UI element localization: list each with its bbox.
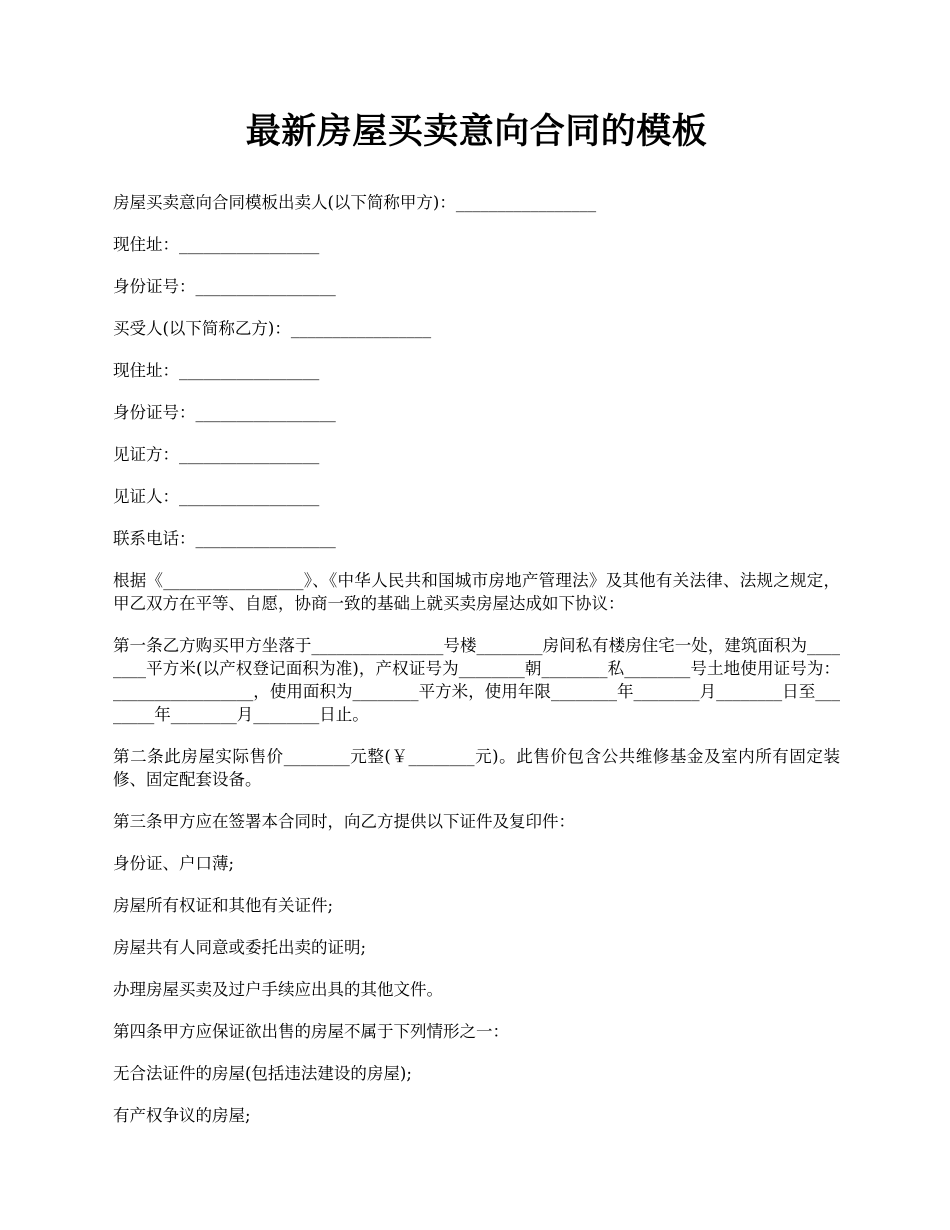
document-title: 最新房屋买卖意向合同的模板: [245, 111, 708, 152]
witness-party-line: 见证方：_________________: [113, 445, 320, 465]
article-one-paragraph: 第一条乙方购买甲方坐落于________________号楼________房间私有楼房住宅一处，建筑面积为________平方米(以产权登记面积为准)，产权证号为________朝________私________号土地使用证号为：_________________，使用面积为________平方米，使用年限________年________月________日至________年________月________日止。: [113, 636, 840, 725]
seller-id-line: 身份证号：_________________: [113, 277, 336, 297]
buyer-line: 买受人(以下简称乙方)：_________________: [113, 319, 432, 339]
buyer-id-line: 身份证号：_________________: [113, 403, 336, 423]
document-page: [113, 112, 840, 1146]
witness-person-line: 见证人：_________________: [113, 487, 320, 507]
list-item: 房屋共有人同意或委托出卖的证明;: [113, 938, 367, 958]
list-item: 有产权争议的房屋;: [113, 1106, 251, 1126]
preamble-paragraph: 根据《_________________》、《中华人民共和国城市房地产管理法》及其他有关法律、法规之规定，甲乙双方在平等、自愿，协商一致的基础上就买卖房屋达成如下协议：: [113, 571, 840, 614]
list-item: 无合法证件的房屋(包括违法建设的房屋);: [113, 1064, 412, 1084]
list-item: 房屋所有权证和其他有关证件;: [113, 896, 334, 916]
buyer-address-line: 现住址：_________________: [113, 361, 320, 381]
list-item: 身份证、户口薄;: [113, 854, 235, 874]
list-item: 办理房屋买卖及过户手续应出具的其他文件。: [113, 980, 443, 1000]
article-two-paragraph: 第二条此房屋实际售价________元整(￥________元)。此售价包含公共维修基金及室内所有固定装修、固定配套设备。: [113, 747, 840, 790]
seller-address-line: 现住址：_________________: [113, 235, 320, 255]
seller-line: 房屋买卖意向合同模板出卖人(以下简称甲方)：_________________: [113, 193, 597, 213]
article-four-paragraph: 第四条甲方应保证欲出售的房屋不属于下列情形之一：: [113, 1022, 509, 1042]
article-three-paragraph: 第三条甲方应在签署本合同时，向乙方提供以下证件及复印件：: [113, 812, 575, 832]
contact-phone-line: 联系电话：_________________: [113, 529, 336, 549]
